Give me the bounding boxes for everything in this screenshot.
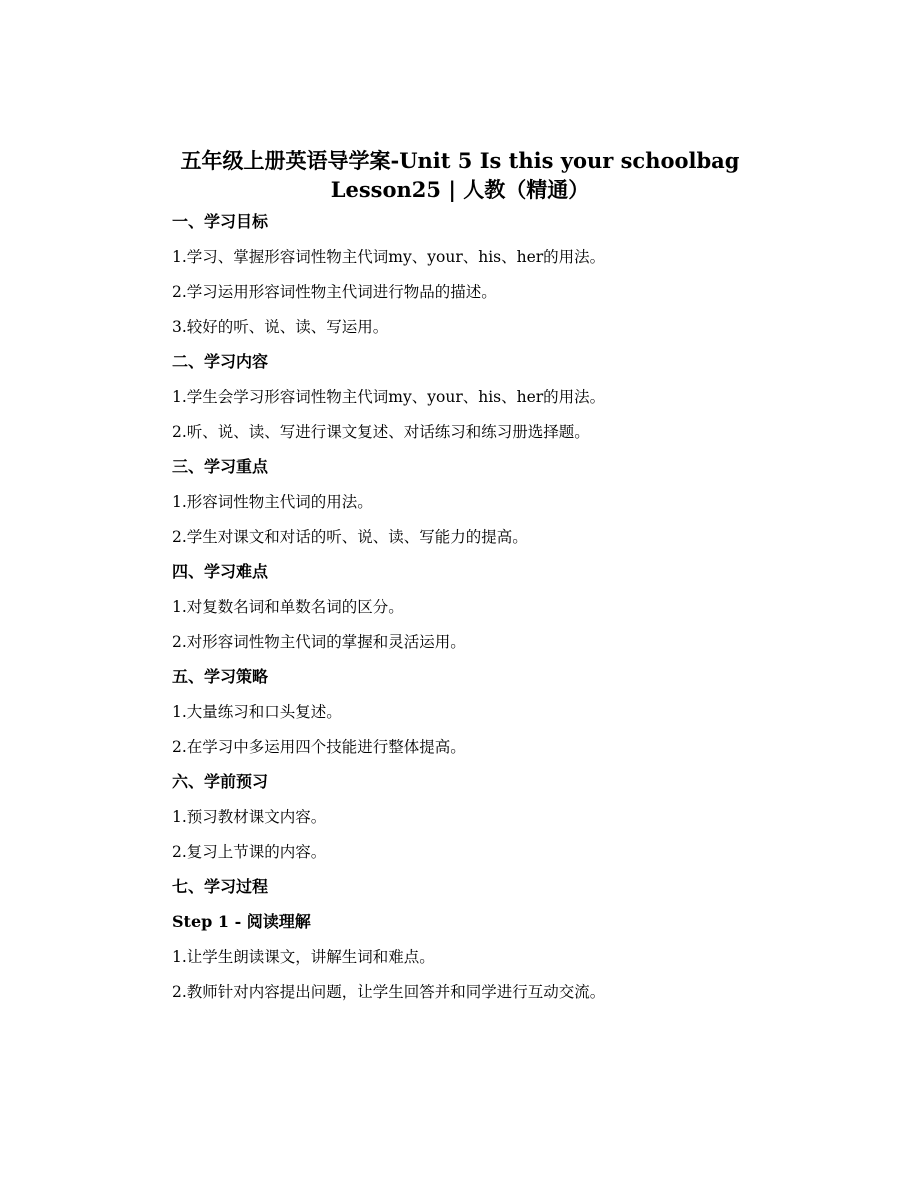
list-item: 2.学习运用形容词性物主代词进行物品的描述。 [172, 283, 497, 301]
step-heading: Step 1 - 阅读理解 [172, 912, 311, 931]
title-line-2: Lesson25 | 人教（精通） [330, 177, 590, 202]
list-item: 2.学生对课文和对话的听、说、读、写能力的提高。 [172, 528, 528, 546]
section-difficulties [172, 562, 812, 667]
document-body [172, 212, 812, 1017]
section-strategies [172, 667, 812, 772]
list-item: 1.学习、掌握形容词性物主代词my、your、his、her的用法。 [172, 248, 606, 266]
section-learning-objectives [172, 212, 812, 352]
section-heading: 六、学前预习 [172, 772, 269, 791]
section-heading: 二、学习内容 [172, 352, 269, 371]
list-item: 1.学生会学习形容词性物主代词my、your、his、her的用法。 [172, 388, 606, 406]
list-item: 2.在学习中多运用四个技能进行整体提高。 [172, 738, 466, 756]
list-item: 2.对形容词性物主代词的掌握和灵活运用。 [172, 633, 466, 651]
list-item: 3.较好的听、说、读、写运用。 [172, 318, 389, 336]
section-heading: 五、学习策略 [172, 667, 269, 686]
list-item: 1.预习教材课文内容。 [172, 808, 327, 826]
section-heading: 四、学习难点 [172, 562, 269, 581]
section-heading: 三、学习重点 [172, 457, 269, 476]
section-preview [172, 772, 812, 877]
section-learning-process [172, 877, 812, 1017]
list-item: 1.形容词性物主代词的用法。 [172, 493, 373, 511]
list-item: 1.让学生朗读课文，讲解生词和难点。 [172, 948, 435, 966]
list-item: 2.听、说、读、写进行课文复述、对话练习和练习册选择题。 [172, 423, 590, 441]
title-line-1: 五年级上册英语导学案-Unit 5 Is this your schoolbag [180, 148, 740, 173]
section-heading: 七、学习过程 [172, 877, 269, 896]
section-key-points [172, 457, 812, 562]
list-item: 1.大量练习和口头复述。 [172, 703, 342, 721]
section-learning-content [172, 352, 812, 457]
document-title [100, 146, 820, 204]
list-item: 2.教师针对内容提出问题，让学生回答并和同学进行互动交流。 [172, 983, 606, 1001]
list-item: 1.对复数名词和单数名词的区分。 [172, 598, 404, 616]
section-heading: 一、学习目标 [172, 212, 269, 231]
list-item: 2.复习上节课的内容。 [172, 843, 327, 861]
